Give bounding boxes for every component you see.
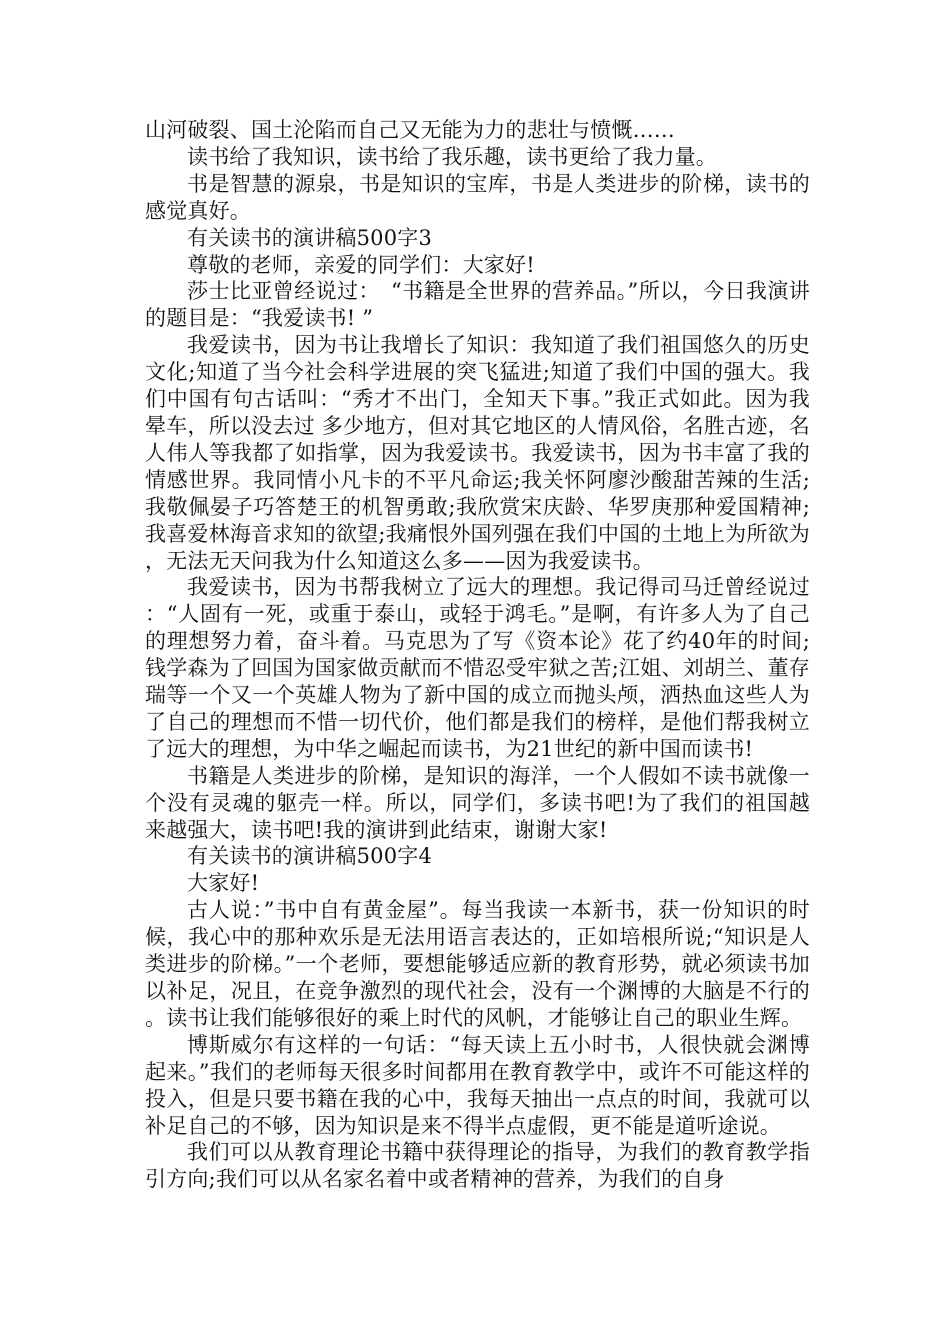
paragraph: 古人说：”书中自有黄金屋”。每当我读一本新书，获一份知识的时候，我心中的那种欢乐是无法用语言表达的，正如培根所说;“知识是人类进步的阶梯。”一个老师，要想能够适应新的教育形势，就必须读书加以补足，况且，在竞争激烈的现代社会，没有一个渊博的大脑是不行的。读书让我们能够很好的乘上时代的风帆，才能够让自己的职业生辉。 bbox=[145, 898, 810, 1030]
document-body bbox=[145, 117, 810, 1193]
paragraph: 书籍是人类进步的阶梯，是知识的海洋，一个人假如不读书就像一个没有灵魂的躯壳一样。所以，同学们，多读书吧!为了我们的祖国越来越强大，读书吧!我的演讲到此结束，谢谢大家! bbox=[145, 763, 810, 842]
paragraph: 读书给了我知识，读书给了我乐趣，读书更给了我力量。 bbox=[187, 144, 717, 169]
salutation: 大家好! bbox=[187, 871, 260, 896]
section-heading: 有关读书的演讲稿500字4 bbox=[187, 844, 433, 869]
salutation: 尊敬的老师，亲爱的同学们：大家好! bbox=[187, 252, 535, 277]
paragraph: 我们可以从教育理论书籍中获得理论的指导，为我们的教育教学指引方向;我们可以从名家名着中或者精神的营养，为我们的自身 bbox=[145, 1140, 810, 1192]
section-heading: 有关读书的演讲稿500字3 bbox=[187, 225, 433, 250]
paragraph: 博斯威尔有这样的一句话：“每天读上五小时书，人很快就会渊博起来。”我们的老师每天很多时间都用在教育教学中，或许不可能这样的投入，但是只要书籍在我的心中，我每天抽出一点点的时间，我就可以补足自己的不够，因为知识是来不得半点虚假，更不能是道听途说。 bbox=[145, 1032, 810, 1138]
paragraph: 我爱读书，因为书让我增长了知识：我知道了我们祖国悠久的历史文化;知道了当今社会科学进展的突飞猛进;知道了我们中国的强大。我们中国有句古话叫：“秀才不出门，全知天下事。”我正式如此。因为我晕车，所以没去过 多少地方，但对其它地区的人情风俗，名胜古迹，名人伟人等我都了如指掌，因为我爱读书。我爱读书，因为书丰富了我的情感世界。我同情小凡卡的不平凡命运;我关怀阿廖沙酸甜苦辣的生活;我敬佩晏子巧答楚王的机智勇敢;我欣赏宋庆龄、华罗庚那种爱国精神;我喜爱林海音求知的欲望;我痛恨外国列强在我们中国的土地上为所欲为，无法无天问我为什么知道这么多——因为我爱读书。 bbox=[145, 333, 810, 573]
paragraph: 书是智慧的源泉，书是知识的宝库，书是人类进步的阶梯，读书的感觉真好。 bbox=[145, 171, 810, 223]
paragraph: 山河破裂、国土沦陷而自己又无能为力的悲壮与愤慨…… bbox=[145, 118, 675, 142]
paragraph: 我爱读书，因为书帮我树立了远大的理想。我记得司马迁曾经说过：“人固有一死，或重于泰山，或轻于鸿毛。”是啊，有许多人为了自己的理想努力着，奋斗着。马克思为了写《资本论》花了约40年的时间;钱学森为了回国为国家做贡献而不惜忍受牢狱之苦;江姐、刘胡兰、董存瑞等一个又一个英雄人物为了新中国的成立而抛头颅，洒热血这些人为了自己的理想而不惜一切代价，他们都是我们的榜样，是他们帮我树立了远大的理想，为中华之崛起而读书，为21世纪的新中国而读书! bbox=[145, 575, 810, 761]
paragraph: 莎士比亚曾经说过： “书籍是全世界的营养品。”所以，今日我演讲的题目是：“我爱读书! ” bbox=[145, 279, 810, 331]
